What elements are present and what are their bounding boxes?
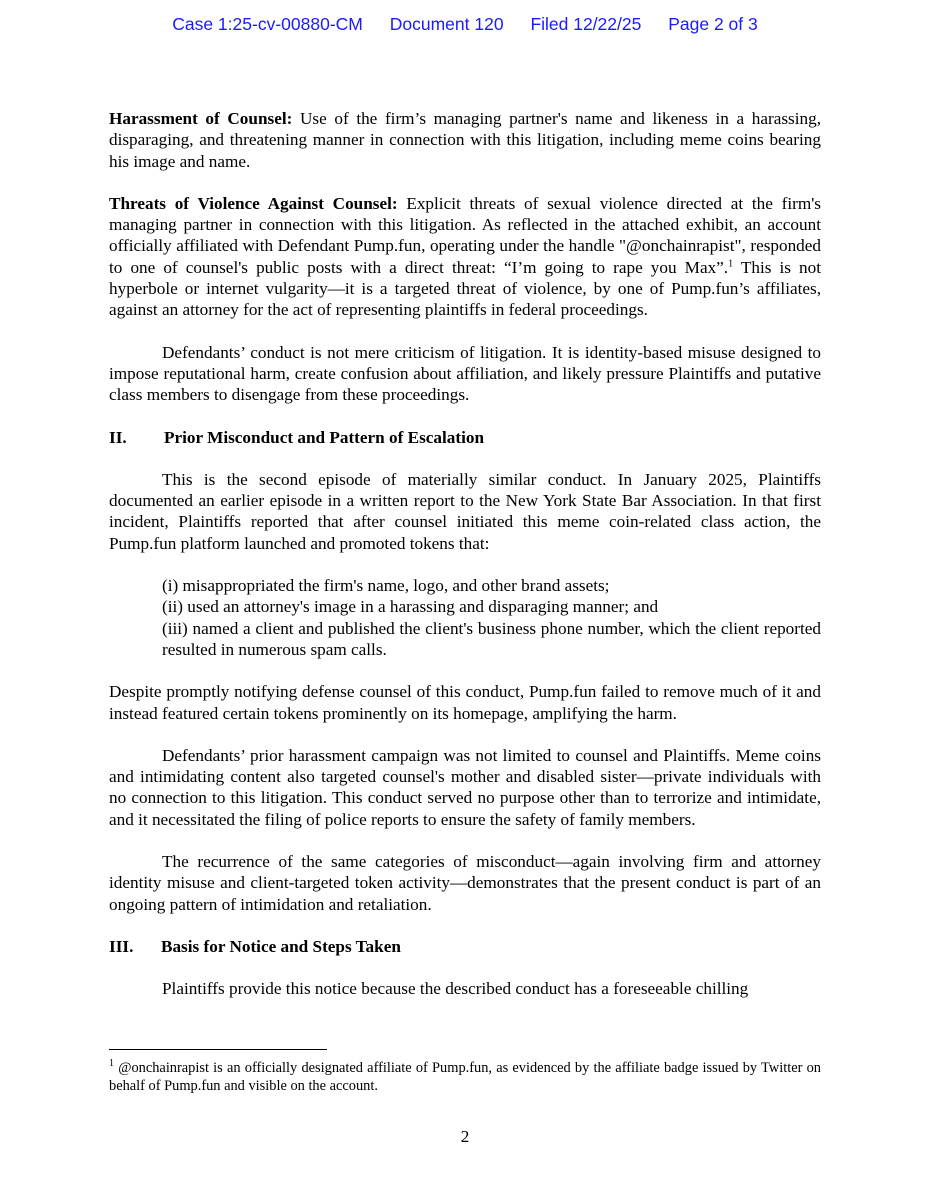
- footnote-text: @onchainrapist is an officially designated affiliate of Pump.fun, as evidenced by the affiliate badge issued by Twitter on behalf of Pump.fun and visible on the account.: [109, 1060, 821, 1094]
- paragraph-text: Explicit threats of sexual violence directed at the firm's managing partner in connection with this litigation. As reflected in the attached exhibit, an account officially affiliated with Defendant Pump.fun, operating under the handle "@onchainrapist", responded to one of counsel's public posts with a direct threat: “I’m going to rape you Max”.: [109, 193, 821, 277]
- paragraph-second-episode: This is the second episode of materially similar conduct. In January 2025, Plaintiffs documented an earlier episode in a written report to the New York State Bar Association. In that first incident, Plaintiffs reported that after counsel initiated this meme coin-related class action, the Pump.fun platform launched and promoted tokens that:: [109, 469, 821, 553]
- paragraph-harassment: [109, 108, 821, 172]
- footnote-divider: [109, 1049, 327, 1050]
- paragraph-text: This is not hyperbole or internet vulgarity—it is a targeted threat of violence, by one of Pump.fun’s affiliates, against an attorney for the act of representing plaintiffs in federal proceedings.: [109, 257, 821, 320]
- footnote: [109, 1059, 821, 1095]
- section-heading-ii: [109, 427, 821, 448]
- section-number: II.: [109, 427, 127, 447]
- paragraph-conduct: Defendants’ conduct is not mere criticism of litigation. It is identity-based misuse designed to impose reputational harm, create confusion about affiliation, and likely pressure Plaintiffs and putative class members to disengage from these proceedings.: [109, 342, 821, 405]
- misconduct-list: [162, 575, 821, 660]
- paragraph-recurrence: The recurrence of the same categories of misconduct—again involving firm and attorney identity misuse and client-targeted token activity—demonstrates that the present conduct is part of an ongoing pattern of intimidation and retaliation.: [109, 852, 821, 914]
- ecf-header: [0, 14, 930, 35]
- section-title: Prior Misconduct and Pattern of Escalation: [164, 427, 485, 447]
- case-number: Case 1:25-cv-00880-CM: [172, 14, 363, 34]
- section-heading-iii: [109, 936, 821, 957]
- list-item: (iii) named a client and published the client's business phone number, which the client reported resulted in numerous spam calls.: [162, 618, 821, 659]
- list-item: (i) misappropriated the firm's name, logo, and other brand assets;: [162, 576, 610, 596]
- page-number: 2: [460, 1127, 470, 1146]
- footnote-reference: 1: [728, 258, 734, 270]
- paragraph-threats: [109, 193, 821, 321]
- document-body: [109, 108, 821, 1021]
- footnote-marker: 1: [109, 1058, 114, 1070]
- paragraph-notification: Despite promptly notifying defense counsel of this conduct, Pump.fun failed to remove much of it and instead featured certain tokens prominently on its homepage, amplifying the harm.: [109, 682, 821, 723]
- paragraph-text: Use of the firm’s managing partner's name and likeness in a harassing, disparaging, and threatening manner in connection with this litigation, including meme coins bearing his image and name.: [109, 109, 821, 171]
- section-number: III.: [109, 936, 134, 956]
- section-title: Basis for Notice and Steps Taken: [161, 936, 401, 956]
- document-number: Document 120: [389, 14, 504, 34]
- paragraph-label: Harassment of Counsel:: [109, 109, 293, 128]
- list-item: (ii) used an attorney's image in a harassing and disparaging manner; and: [162, 597, 659, 617]
- page-indicator: Page 2 of 3: [668, 14, 758, 34]
- filed-date: Filed 12/22/25: [530, 14, 642, 34]
- paragraph-family: Defendants’ prior harassment campaign was not limited to counsel and Plaintiffs. Meme coins and intimidating content also targeted counsel's mother and disabled sister—private individuals with no connection to this litigation. This conduct served no purpose other than to terrorize and intimidate, and it necessitated the filing of police reports to ensure the safety of family members.: [109, 745, 821, 829]
- paragraph-basis: Plaintiffs provide this notice because the described conduct has a foreseeable chilling: [162, 979, 749, 999]
- paragraph-label: Threats of Violence Against Counsel:: [109, 193, 398, 213]
